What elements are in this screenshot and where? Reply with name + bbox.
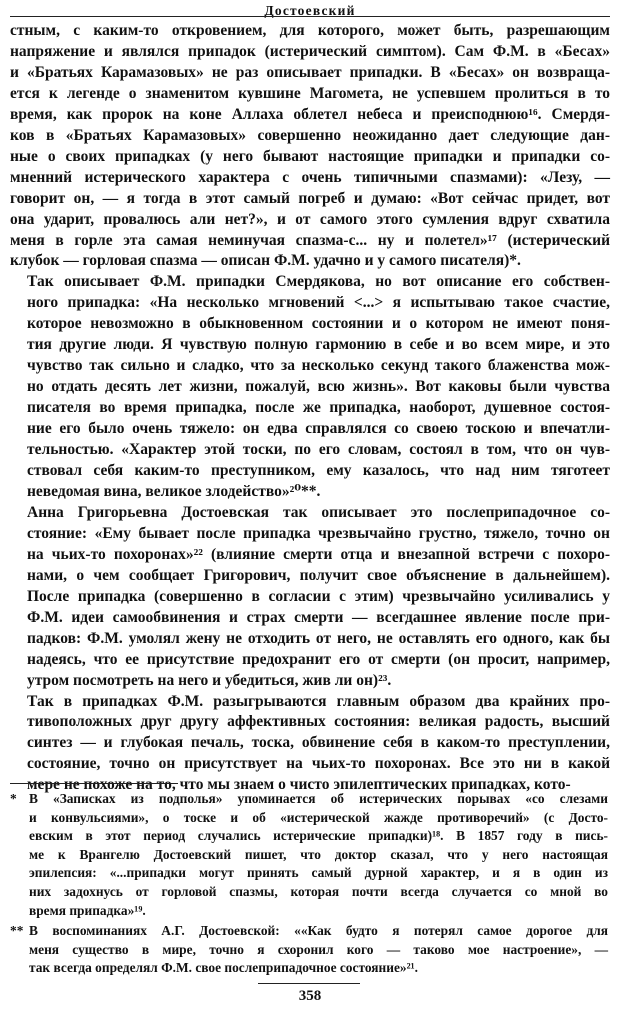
page-number-rule: [258, 983, 360, 984]
text-line: на чьих-то похоронах»²² (влияние смерти отца и внезапной встречи с похоро-: [27, 545, 610, 563]
paragraph: [10, 21, 610, 272]
footnote-line: эпилепсия: «...припадки могут принять самый дурной характер, и я в один из: [29, 865, 608, 881]
paragraph: [10, 692, 610, 797]
text-line: После припадка (совершенно в согласии с этим) чрезвычайно усиливались у: [27, 587, 610, 605]
footnote-line: так всегда определял Ф.М. свое послеприпадочное состояние»²¹.: [29, 960, 418, 976]
text-line: Анна Григорьевна Достоевская так описывает это послеприпадочное со-: [27, 503, 610, 521]
footnote-line: В «Записках из подполья» упоминается об истерических порывах «со слезами: [29, 791, 608, 806]
text-line: но отдать десять лет жизни, пожалуй, всю жизнь». Вот каковы были чувства: [27, 378, 610, 396]
footnote-line: В воспоминаниях А.Г. Достоевской: ««Как будто я потерял самое дорогое для: [29, 923, 608, 939]
footnote: [10, 922, 608, 978]
text-line: ется к легенде о знаменитом кувшине Магомета, не успевшем пролиться в то: [10, 84, 610, 102]
text-line: мненний истерического характера с очень типичными спазмами): «Лезу, —: [10, 168, 610, 186]
footnote-rule: [10, 783, 178, 784]
footnote-mark: **: [10, 923, 24, 939]
text-line: тивоположных друг другу аффективных состояния: великая радость, высший: [27, 713, 610, 731]
text-line: и «Братьях Карамазовых» не раз описывает припадки. В «Бесах» он возвраща-: [10, 63, 610, 81]
text-line: стным, с каким-то откровением, для которого, может быть, разрешающим: [10, 22, 610, 39]
text-line: клубок — горловая спазма — описан Ф.М. удачно и у самого писателя)*.: [10, 252, 521, 270]
text-line: которое невозможно в обыкновенном состоянии и о котором не имеют поня-: [27, 315, 610, 333]
text-line: утром посмотреть на него и убедиться, жив ли он)²³.: [27, 671, 392, 689]
text-line: тельностью. «Характер этой тоски, по его словам, состоял в том, что он чув-: [27, 441, 610, 459]
text-line: стояние: «Ему бывает после припадка чрезвычайно грустно, тяжело, точно он: [27, 524, 610, 542]
footnote-line: время припадка»¹⁹.: [29, 902, 146, 918]
running-header-title: Достоевский: [264, 3, 356, 18]
footnote: [10, 790, 608, 920]
text-line: меня в горле эта самая неминучая спазма-с... ну и полетел»¹⁷ (истерический: [10, 231, 610, 249]
text-line: ков в «Братьях Карамазовых» совершенно неожиданно дает следующие дан-: [10, 126, 610, 144]
page-number: 358: [298, 988, 322, 1004]
text-line: ного припадка: «На несколько мгновений <...> я испытываю такое счастие,: [27, 294, 610, 312]
text-line: ствовал себя каким-то преступником, ему казалось, что над ним тяготеет: [27, 462, 610, 480]
text-line: надеясь, что ее присутствие предохранит его от смерти (он просит, например,: [27, 650, 610, 668]
text-line: неведомая вина, великое злодейство»²⁰**.: [27, 482, 321, 500]
text-line: тия другие люди. Я чувствую полную гармонию в себе и во всем мире, и это: [27, 336, 610, 354]
text-line: ные о своих припадках (у него бывают настоящие припадки и припадки со-: [10, 147, 610, 165]
header-rule: [10, 16, 610, 17]
footnotes: [10, 790, 608, 980]
text-line: Так описывает Ф.М. припадки Смердякова, но вот описание его собствен-: [27, 273, 610, 291]
footnote-line: ме к Врангелю Достоевский пишет, что доктор сказал, что у него настоящая: [29, 846, 608, 862]
text-line: чувство так сильно и сладко, что за несколько секунд такого блаженства мож-: [27, 357, 610, 375]
footnote-mark: *: [10, 791, 17, 806]
text-line: она ударит, провалюсь али нет?», и от самого этого сумления вдруг схватила: [10, 210, 610, 228]
paragraph: [10, 503, 610, 692]
text-line: состояние, точно он присутствует на чьих-то похоронах. Все это ни в какой: [27, 755, 610, 773]
paragraph: [10, 272, 610, 502]
footnote-line: евским в этот период случались истерические припадки)¹⁸. В 1857 году в пись-: [29, 828, 608, 844]
text-line: Ф.М. идеи самообвинения и страх смерти — всегдашнее явление после при-: [27, 608, 610, 626]
text-line: мере не похоже на то, что мы знаем о чисто эпилептических припадках, кото-: [27, 776, 571, 794]
text-line: падков: Ф.М. умолял жену не отходить от него, не оставлять его одного, как бы: [27, 629, 610, 647]
text-line: писателя во время припадка, после же припадка, наоборот, душевное состоя-: [27, 399, 610, 417]
text-line: напряжение и являлся припадок (истерический симптом). Сам Ф.М. в «Бесах»: [10, 42, 610, 60]
text-line: говорит он, — я тогда в этот самый погреб и думаю: «Вот сейчас придет, вот: [10, 189, 610, 207]
text-line: время, как пророк на коне Аллаха облетел небеса и преисподнюю¹⁶. Смердя-: [10, 105, 610, 123]
footnote-line: меня существо в мире, точно я схоронил кого — таково мое настроение», —: [29, 941, 608, 957]
text-line: нами, о чем сообщает Григорович, получит свое объяснение в дальнейшем).: [27, 566, 610, 584]
text-line: синтез — и глубокая печаль, тоска, обвинение себя в каком-то преступлении,: [27, 734, 610, 752]
footnote-line: них задохнусь от горловой спазмы, которая почти всегда случается со мной во: [29, 883, 608, 899]
text-line: Так в припадках Ф.М. разыгрываются главным образом два крайних про-: [27, 692, 610, 710]
main-text: [10, 21, 610, 796]
text-line: ние его было очень тяжело: он едва справлялся со своею тоскою и впечатли-: [27, 420, 610, 438]
footnote-line: и конвульсиями», о тоске и об «истерической жажде противоречий» (с Досто-: [29, 809, 608, 825]
